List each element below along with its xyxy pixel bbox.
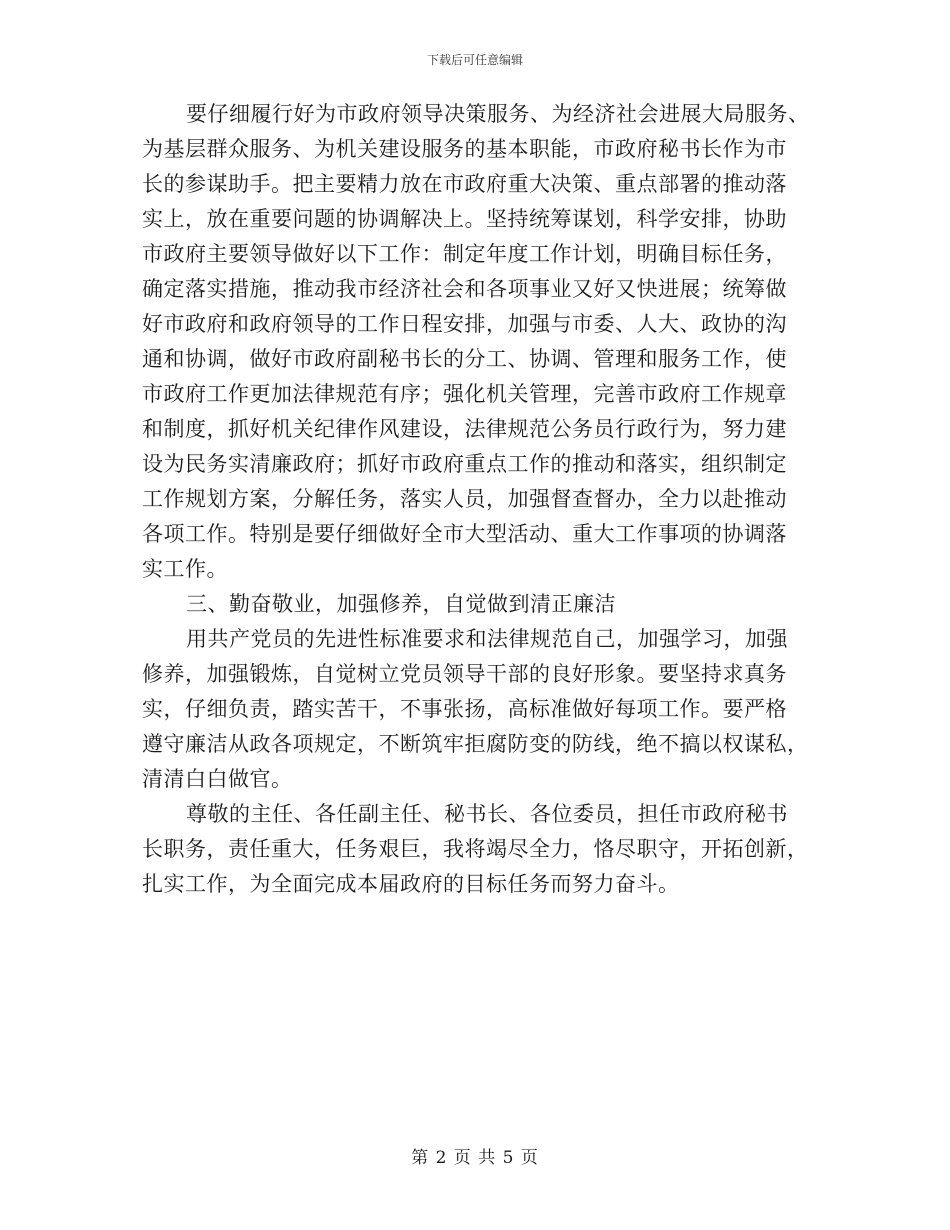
text-line: 实，仔细负责，踏实苦干，不事张扬，高标准做好每项工作。要严格 <box>142 697 787 721</box>
section-heading-three <box>142 587 814 622</box>
text-line: 实工作。 <box>142 557 228 581</box>
text-line: 扎实工作，为全面完成本届政府的目标任务而努力奋斗。 <box>142 872 680 896</box>
page-header-note: 下载后可任意编辑 <box>426 53 523 67</box>
text-line: 实上，放在重要问题的协调解决上。坚持统筹谋划，科学安排，协助 <box>142 207 787 231</box>
paragraph-self-discipline <box>142 622 814 797</box>
text-line: 修养，加强锻炼，自觉树立党员领导干部的良好形象。要坚持求真务 <box>142 662 787 686</box>
text-line: 要仔细履行好为市政府领导决策服务、为经济社会进展大局服务、 <box>186 102 810 126</box>
text-line: 和制度，抓好机关纪律作风建设，法律规范公务员行政行为，努力建 <box>142 417 787 441</box>
text-line: 清清白白做官。 <box>142 767 293 791</box>
document-body <box>142 97 814 902</box>
section-heading: 三、勤奋敬业，加强修养，自觉做到清正廉洁 <box>186 592 616 616</box>
text-line: 遵守廉洁从政各项规定，不断筑牢拒腐防变的防线，绝不搞以权谋私， <box>142 732 809 756</box>
text-line: 各项工作。特别是要仔细做好全市大型活动、重大工作事项的协调落 <box>142 522 787 546</box>
paragraph-duties <box>142 97 814 587</box>
text-line: 市政府工作更加法律规范有序；强化机关管理，完善市政府工作规章 <box>142 382 787 406</box>
text-line: 用共产党员的先进性标准要求和法律规范自己，加强学习，加强 <box>186 627 788 651</box>
paragraph-closing <box>142 797 814 902</box>
text-line: 长的参谋助手。把主要精力放在市政府重大决策、重点部署的推动落 <box>142 172 787 196</box>
text-line: 为基层群众服务、为机关建设服务的基本职能，市政府秘书长作为市 <box>142 137 787 161</box>
page-number-footer: 第 2 页 共 5 页 <box>411 1148 539 1168</box>
text-line: 长职务，责任重大，任务艰巨，我将竭尽全力，恪尽职守，开拓创新， <box>142 837 809 861</box>
text-line: 通和协调，做好市政府副秘书长的分工、协调、管理和服务工作，使 <box>142 347 787 371</box>
text-line: 好市政府和政府领导的工作日程安排，加强与市委、人大、政协的沟 <box>142 312 787 336</box>
text-line: 尊敬的主任、各任副主任、秘书长、各位委员，担任市政府秘书 <box>186 802 788 826</box>
text-line: 设为民务实清廉政府；抓好市政府重点工作的推动和落实，组织制定 <box>142 452 787 476</box>
text-line: 工作规划方案，分解任务，落实人员，加强督查督办，全力以赴推动 <box>142 487 787 511</box>
text-line: 确定落实措施，推动我市经济社会和各项事业又好又快进展；统筹做 <box>142 277 787 301</box>
text-line: 市政府主要领导做好以下工作：制定年度工作计划，明确目标任务， <box>142 242 787 266</box>
